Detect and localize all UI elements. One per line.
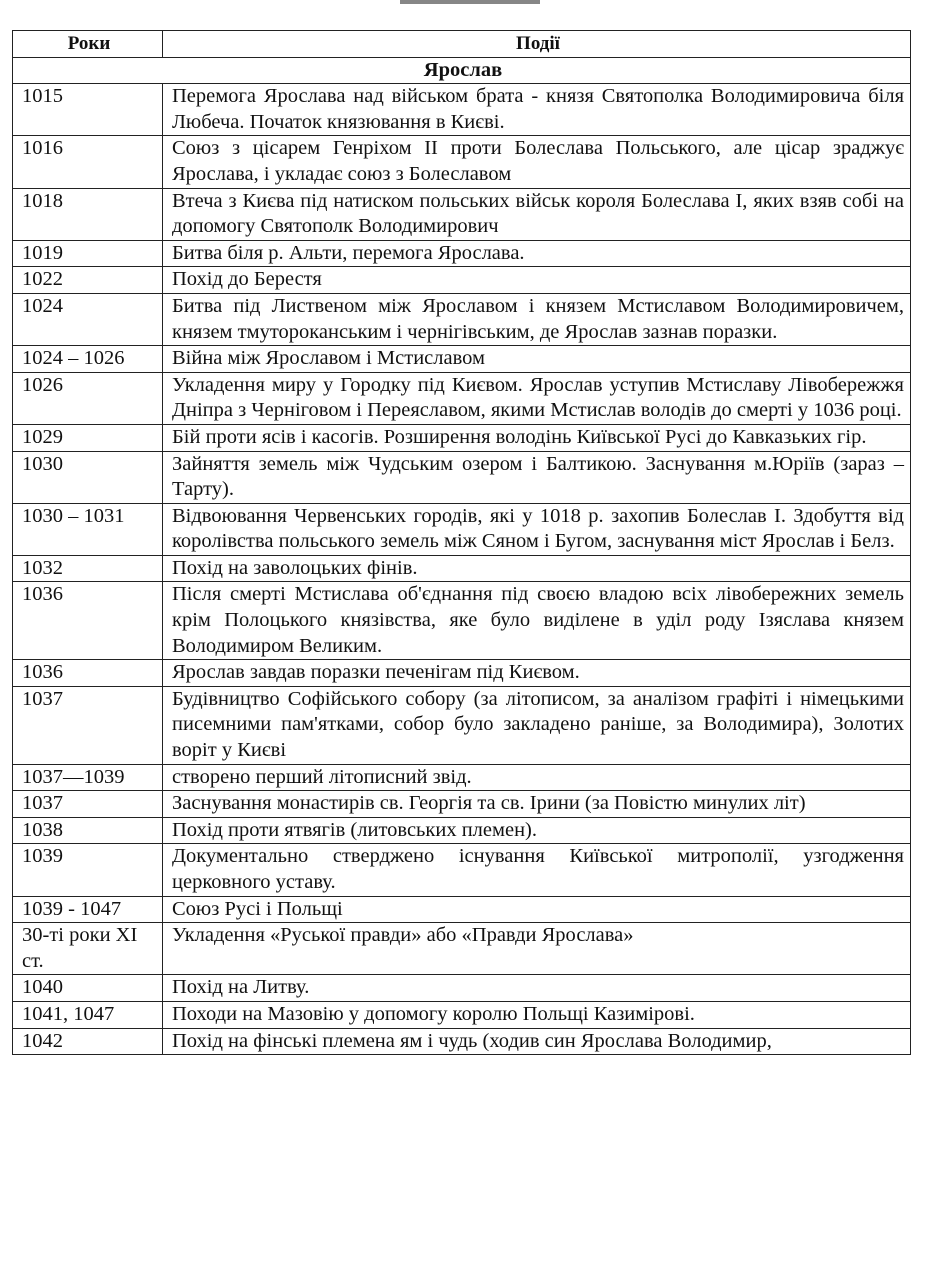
table-row — [13, 582, 911, 660]
year-cell: 1030 – 1031 — [13, 503, 163, 555]
year-cell: 1018 — [13, 188, 163, 240]
event-cell: Похід на Литву. — [163, 975, 911, 1002]
year-cell: 1042 — [13, 1028, 163, 1055]
event-cell: Союз Русі і Польщі — [163, 896, 911, 923]
year-cell: 1019 — [13, 240, 163, 267]
table-row — [13, 791, 911, 818]
event-cell: Відвоювання Червенських городів, які у 1018 р. захопив Болеслав І. Здобуття від королівства польського земель між Сяном і Бугом, заснування міст Ярослав і Белз. — [163, 503, 911, 555]
table-row — [13, 346, 911, 373]
table-row — [13, 975, 911, 1002]
table-row — [13, 896, 911, 923]
event-cell: Союз з цісарем Генріхом II проти Болеслава Польського, але цісар зраджує Ярослава, і укладає союз з Болеславом — [163, 136, 911, 188]
table-row — [13, 424, 911, 451]
event-cell: Після смерті Мстислава об'єднання під своєю владою всіх лівобережних земель крім Полоцького князівства, яке було виділене в уділ роду Ізяслава князем Володимиром Великим. — [163, 582, 911, 660]
event-cell: Ярослав завдав поразки печенігам під Києвом. — [163, 660, 911, 687]
table-row — [13, 1028, 911, 1055]
event-cell: Похід до Берестя — [163, 267, 911, 294]
year-cell: 1039 — [13, 844, 163, 896]
event-cell: Похід на заволоцьких фінів. — [163, 555, 911, 582]
year-cell: 1041, 1047 — [13, 1001, 163, 1028]
event-cell: Укладення «Руської правди» або «Правди Ярослава» — [163, 923, 911, 975]
section-title: Ярослав — [13, 57, 911, 84]
event-cell: Похід на фінські племена ям і чудь (ходив син Ярослава Володимир, — [163, 1028, 911, 1055]
table-row — [13, 817, 911, 844]
year-cell: 1030 — [13, 451, 163, 503]
event-cell: Бій проти ясів і касогів. Розширення володінь Київської Русі до Кавказьких гір. — [163, 424, 911, 451]
year-cell: 1037—1039 — [13, 764, 163, 791]
event-cell: Битва під Лиственом між Ярославом і князем Мстиславом Володимировичем, князем тмутороканським і чернігівським, де Ярослав зазнав поразки. — [163, 293, 911, 345]
event-cell: Війна між Ярославом і Мстиславом — [163, 346, 911, 373]
year-cell: 1026 — [13, 372, 163, 424]
event-cell: Документально стверджено існування Київської митрополії, узгодження церковного уставу. — [163, 844, 911, 896]
year-cell: 1024 – 1026 — [13, 346, 163, 373]
year-cell: 1022 — [13, 267, 163, 294]
event-cell: Похід проти ятвягів (литовських племен). — [163, 817, 911, 844]
year-cell: 1029 — [13, 424, 163, 451]
header-row — [13, 31, 911, 58]
year-cell: 1039 - 1047 — [13, 896, 163, 923]
table-row — [13, 686, 911, 764]
table-row — [13, 267, 911, 294]
table-row — [13, 844, 911, 896]
cropped-header-remnant — [400, 0, 540, 4]
table-row — [13, 136, 911, 188]
year-cell: 1037 — [13, 791, 163, 818]
header-events: Події — [163, 31, 911, 58]
table-row — [13, 555, 911, 582]
year-cell: 1015 — [13, 84, 163, 136]
table-row — [13, 84, 911, 136]
header-years: Роки — [13, 31, 163, 58]
table-row — [13, 240, 911, 267]
event-cell: Втеча з Києва під натиском польських військ короля Болеслава І, яких взяв собі на допомогу Святополк Володимирович — [163, 188, 911, 240]
table-row — [13, 293, 911, 345]
section-row — [13, 57, 911, 84]
table-row — [13, 451, 911, 503]
year-cell: 1036 — [13, 660, 163, 687]
year-cell: 1024 — [13, 293, 163, 345]
year-cell: 1036 — [13, 582, 163, 660]
event-cell: Битва біля р. Альти, перемога Ярослава. — [163, 240, 911, 267]
year-cell: 1037 — [13, 686, 163, 764]
year-cell: 30-ті роки XI ст. — [13, 923, 163, 975]
year-cell: 1032 — [13, 555, 163, 582]
table-row — [13, 923, 911, 975]
table-row — [13, 764, 911, 791]
year-cell: 1040 — [13, 975, 163, 1002]
event-cell: створено перший літописний звід. — [163, 764, 911, 791]
year-cell: 1016 — [13, 136, 163, 188]
event-cell: Походи на Мазовію у допомогу королю Польщі Казимірові. — [163, 1001, 911, 1028]
table-row — [13, 372, 911, 424]
table-row — [13, 188, 911, 240]
year-cell: 1038 — [13, 817, 163, 844]
event-cell: Зайняття земель між Чудським озером і Балтикою. Заснування м.Юріїв (зараз – Тарту). — [163, 451, 911, 503]
event-cell: Заснування монастирів св. Георгія та св. Ірини (за Повістю минулих літ) — [163, 791, 911, 818]
table-row — [13, 503, 911, 555]
event-cell: Перемога Ярослава над військом брата - князя Святополка Володимировича біля Любеча. Початок князювання в Києві. — [163, 84, 911, 136]
event-cell: Укладення миру у Городку під Києвом. Ярослав уступив Мстиславу Лівобережжя Дніпра з Черніговом і Переяславом, якими Мстислав володів до смерті у 1036 році. — [163, 372, 911, 424]
event-cell: Будівництво Софійського собору (за літописом, за аналізом графіті і німецькими писемними пам'ятками, собор було закладено раніше, за Володимира), Золотих воріт у Києві — [163, 686, 911, 764]
table-row — [13, 1001, 911, 1028]
chronology-table — [12, 30, 911, 1055]
table-row — [13, 660, 911, 687]
